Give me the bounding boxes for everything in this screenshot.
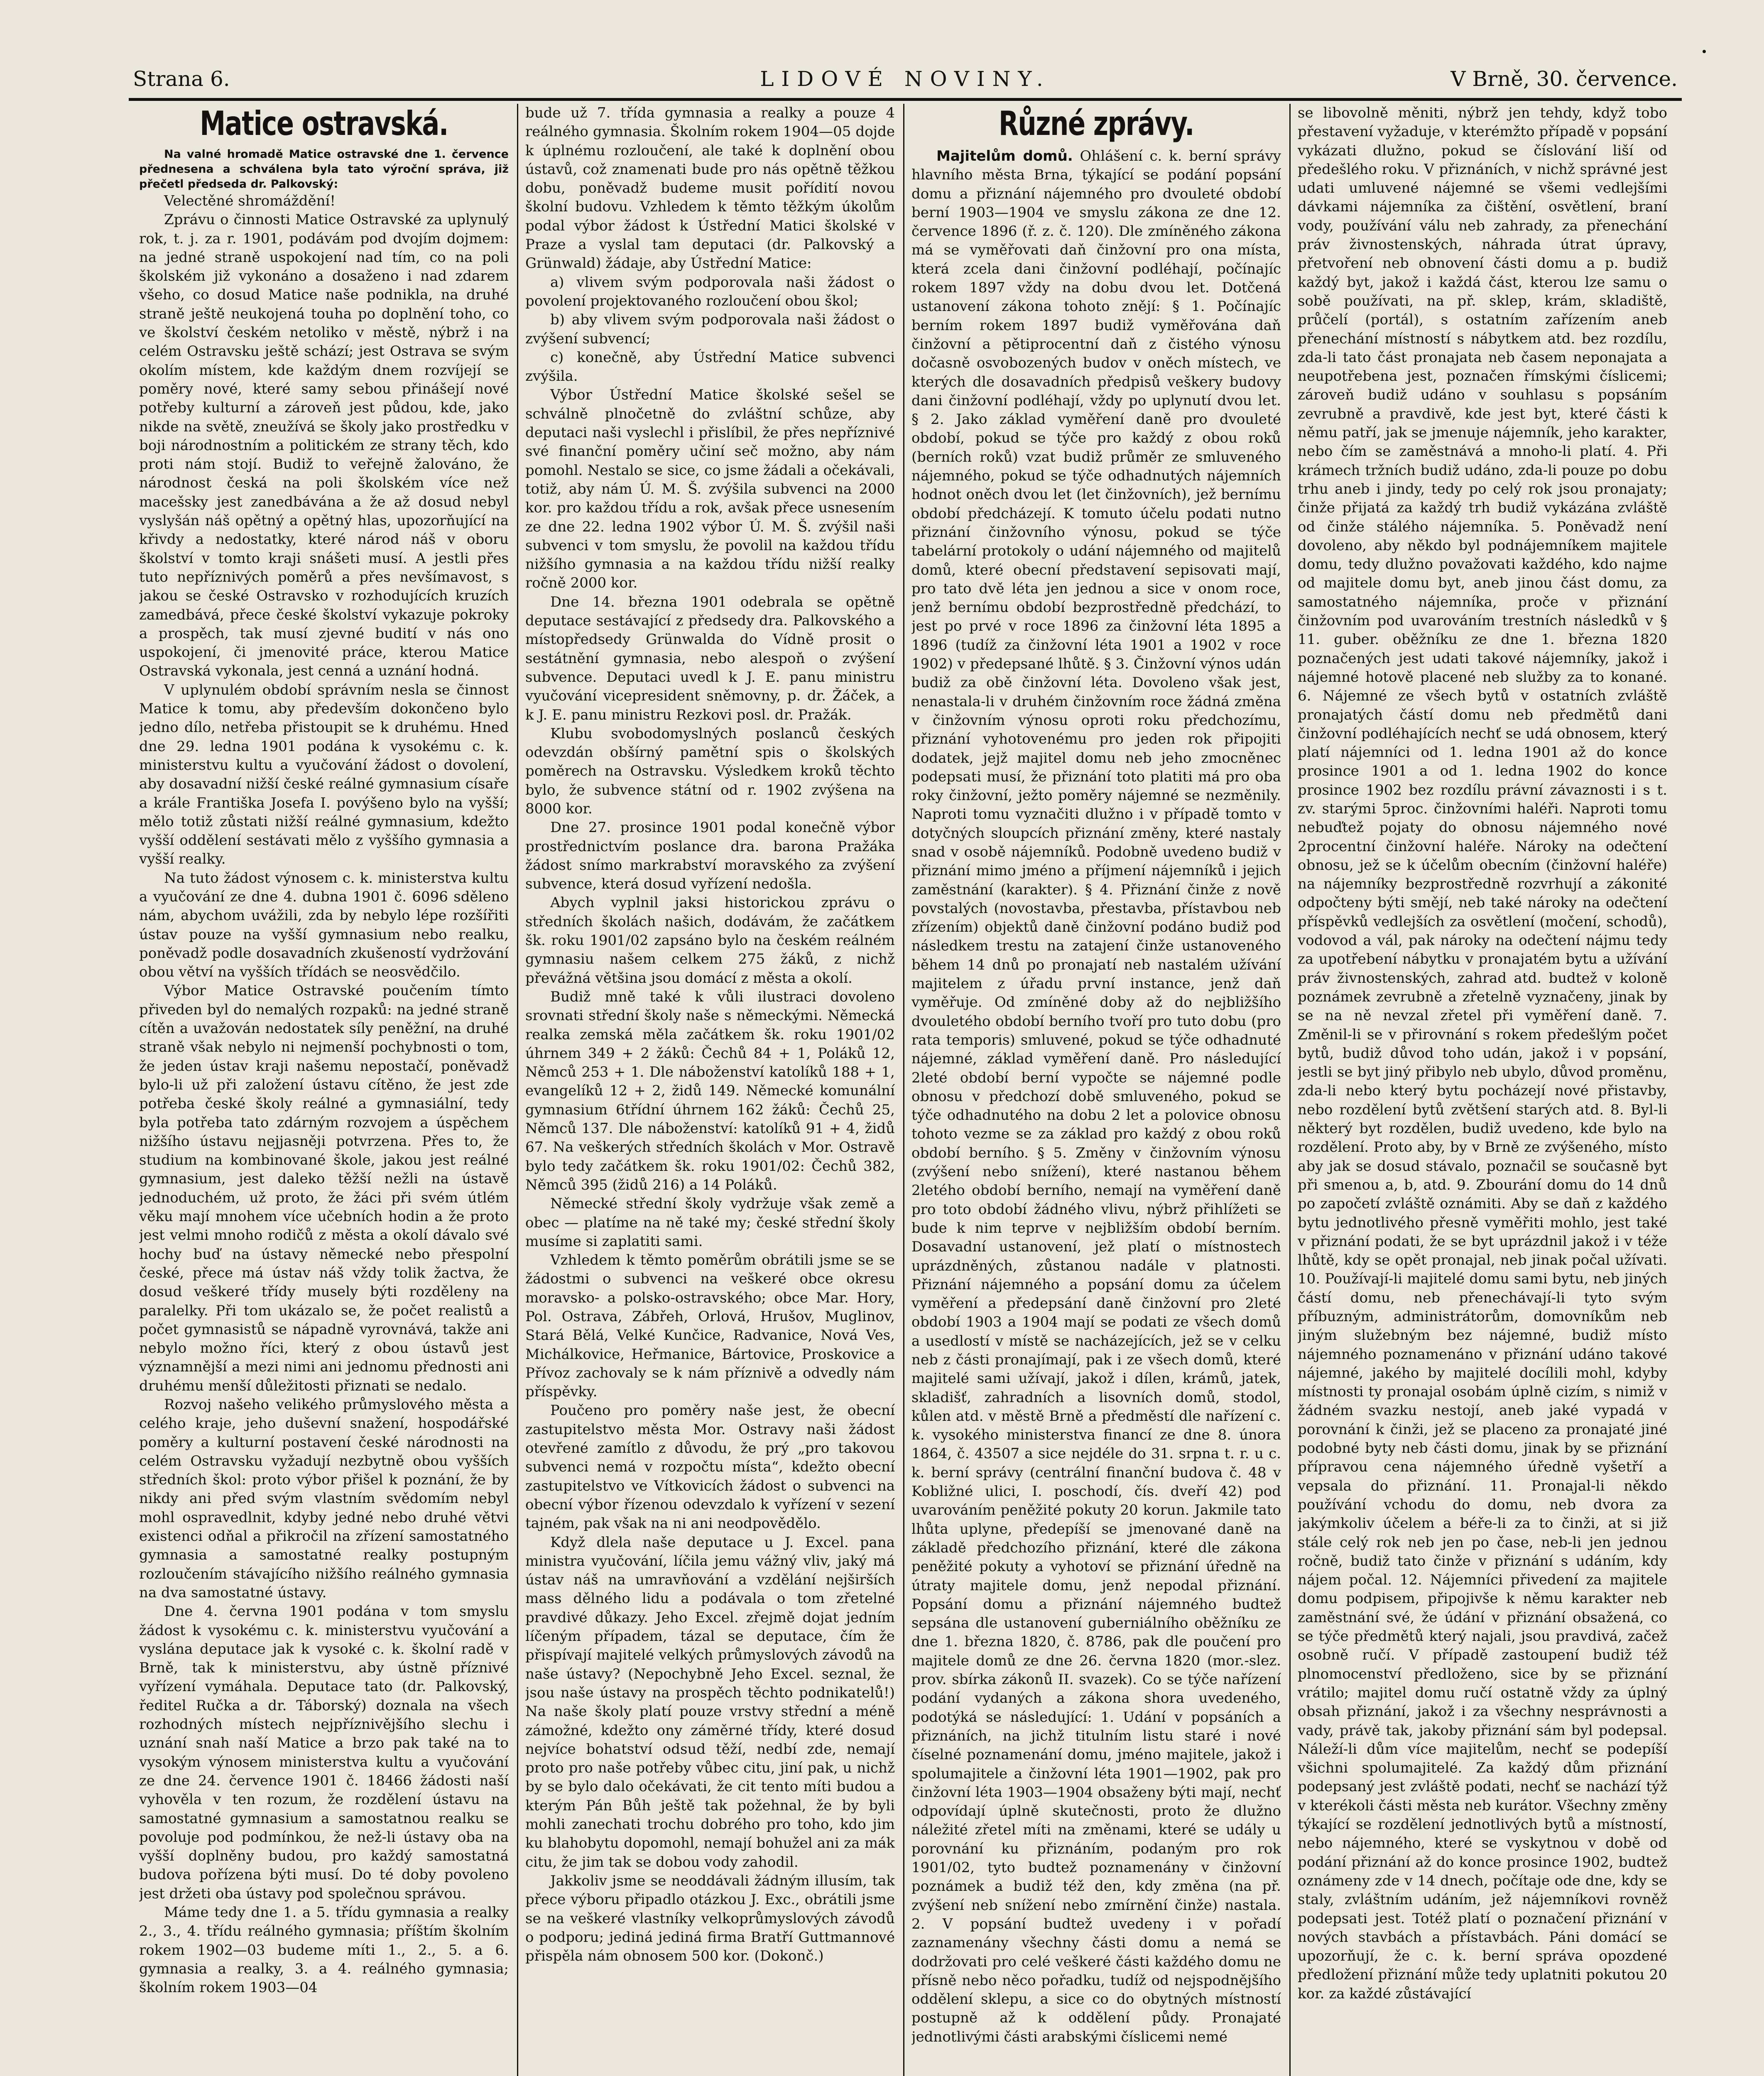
paragraph: Rozvoj našeho velikého průmyslového města a celého kraje, jeho duševní snažení, hospodářské poměry a kulturní postavení české národnosti na celém Ostravsku vyžadují nezbytně obou vyšších středních škol: proto výbor přišel k poznání, že by nikdy ani před svým vlastním svědomím nebyl mohl ospravedlnit, kdyby jedné nebo druhé větvi existenci odňal a přikročil na zřízení samostatného gymnasia a samostatné realky postupným rozloučením stávajícího nižšího reálného gymnasia na dva samostatné ústavy. — [139, 1396, 509, 1601]
column-divider — [1289, 104, 1291, 2076]
paragraph: se libovolně měniti, nýbrž jen tehdy, když tobo přestavení vyžaduje, v kterémžto případě v popsání vykázati dlužno, pokud se číslování liší od předešlého roku. V přiznáních, v nichž správné jest udati umluvené nájemné se všemi vedlejšími dávkami nájemníka za čištění, osvětlení, braní vody, používání válu neb zahrady, za přenechání práv živnostenských, náhrada útrat úpravy, přetvoření neb obnovení části domu a p. budiž každý byt, jakož i každá část, kterou lze samu o sobě používati, na př. sklep, krám, skladiště, průčelí (portál), s ostatním zařízením aneb přenechání místností s nábytkem atd. bez rozdílu, zda-li tato část pronajata neb časem neponajata a neupotřebena jest, poznačen římskými číslicemi; zároveň budiž udáno v souhlasu s popsáním zevrubně a pravdivě, kde jest byt, které části k němu patří, jak se jmenuje nájemník, jeho karakter, nebo čím se zaměstnává a mnoho-li platí. 4. Při krámech tržních budiž udáno, zda-li pouze po dobu trhu aneb i jindy, tedy po celý rok jsou pronajaty; činže přijatá za každý trh budiž vykázána zvláště od činže stálého nájemníka. 5. Poněvadž není dovoleno, aby někdo byl podnájemníkem majitele domu, tedy dlužno považovati každého, kdo najme od majitele domu byt, aneb jinou část domu, za samostatného nájemníka, proče v přiznání činžovním pod uvarováním trestních následků v § 11. guber. oběžníku ze dne 1. března 1820 poznačených jest udati takové nájemníky, jakož i nájemné hotově placené neb služby za to konané. 6. Nájemné ze všech bytů v ostatních zvláště pronajatých částí domu neb předmětů dani činžovní podléhajících nechť se udá obnosem, který platí nájemníci od 1. ledna 1901 až do konce prosince 1901 a od 1. ledna 1902 do konce prosince 1902 bez rozdílu právní závaznosti i s t. zv. starými 5proc. činžovními haléři. Naproti tomu nebuďtež pojaty do obnosu nájemného nové 2procentní činžovní haléře. Nároky na odečtení obnosu, jež se k účelům obecním (činžovní haléře) na nájemníky bezprostředně rozvrhují a zákonité odpočteny býti smějí, neb také nároky na odečtení příspěvků vedlejších za osvětlení (močení, schodů), vodovod a vál, pak nároky na odečtení nájmu tedy za upotřebení nábytku v pronajatém bytu a užívání práv živnostenských, zahrad atd. budtež v koloně poznámek zevrubně a zřetelně vyznačeny, jinak by se na ně nevzal zřetel při vyměření daně. 7. Změnil-li se v přirovnání s rokem předešlým počet bytů, budiž důvod toho udán, jakož i v popsání, jestli se byt jiný přibylo neb ubylo, důvod proměnu, zda-li nebo který bytu pocházejí nové přistavby, nebo rozdělení bytů zvětšení starých atd. 8. Byl-li některý byt rozdělen, budiž uvedeno, kde bylo na rozdělení. Proto aby, by v Brně ze zvýšeného, místo aby jak se dosud stávalo, poznačil se současně byt při smenou a, b, atd. 9. Zbourání domu do 14 dnů po započetí zvláště oznámiti. Aby se daň z každého bytu jednotlivého přesně vyměřiti mohlo, jest také v přiznání podati, že se byt uprázdnil jakož i v téže lhůtě, kdy se opět pronajal, neb jinak počal užívati. 10. Používají-li majitelé domu sami bytu, neb jiných částí domu, neb přenechávají-li tyto svým příbuzným, administrátorům, domovníkům neb jiným služebným bez nájemné, budiž místo nájemného poznamenáno v přiznání udáno takové nájemné, jakého by majitelé docílili mohl, kdyby místnosti ty pronajal osobám úplně cizím, s nimiž v žádném svazku nestojí, aneb jaké vypadá v porovnání k činži, jež se placeno za pronajaté jiné podobné byty neb části domu, jinak by se přiznání přípravou cena nájemného úředně vyšetří a vepsala do přiznání. 11. Pronajal-li někdo používání vchodu do domu, neb dvora za jakýmkoliv účelem a béře-li za to činži, at si již stále celý rok neb jen po čase, neb-li jen jednou ročně, budiž tato činže v přiznání s udáním, kdy nájem počal. 12. Nájemníci přivedení za majitele domu podpisem, připojivše k němu karakter neb zaměstnání své, že údání v přiznání obsažená, co se týče předmětů který najali, jsou pravdivá, začež osobně ručí. V případě zastoupení budiž též plnomocenství předloženo, sice by se přiznání vrátilo; majitel domu ručí ostatně vždy za úplný obsah přiznání, jakož i za všechny nesprávnosti a vady, právě tak, jakoby přiznání sám byl podepsal. Náleží-li dům více majitelům, nechť se podepíší všichni spolumajitelé. Za každý dům přiznání podepsaný jest zvláště podati, nechť se nachází týž v kterékoli části města neb kurátor. Všechny změny týkající se rozdělení jednotlivých bytů a místností, nebo nájemného, které se vyskytnou v době od podání přiznání až do konce prosince 1902, budtež oznámeny zde v 14 dnech, počítaje ode dne, kdy se staly, zvláštním udáním, jež nájemníkovi rovněž podepsati jest. Totéž platí o poznačení přiznání v nových stavbách a přístavbách. Páni domácí se upozorňují, že c. k. berní správa opozdené předložení přiznání může tedy uplatniti pokutou 20 kor. za každé zůstávající — [1298, 105, 1667, 2002]
paragraph: Poučeno pro poměry naše jest, že obecní zastupitelstvo města Mor. Ostravy naši žádost otevřené zamítlo z důvodu, že prý „pro takovou subvenci nemá v rozpočtu místa“, kdežto obecní zastupitelstvo ve Vítkovicích žádost o subvenci na obecní výbor řízenou odevzdalo k vyřízení v sezení tajném, pak však na ni ani neodpovědělo. — [525, 1402, 895, 1532]
paragraph: Dne 4. června 1901 podána v tom smyslu žádost k vysokému c. k. ministerstvu vyučování a vyslána deputace jak k vysoké c. k. školní radě v Brně, tak k ministerstvu, aby ústně příznivé vyřízení vymáhala. Deputace tato (dr. Palkovský, ředitel Ručka a dr. Táborský) doznala na všech rozhodných místech nejpříznivějšího slechu i uznání snah naší Matice a brzo pak také na to vysokým výnosem ministerstva kultu a vyučování ze dne 24. července 1901 č. 18466 žádosti naší vyhověla v ten rozum, že rozdělení ústavu na samostatné gymnasium a samostatnou realku se povoluje pod podmínkou, že než-li ústavy oba na vyšší doplněny budou, pro každý samostatná budova pořízena býti musí. Do té doby povoleno jest držeti oba ústavy pod společnou správou. — [139, 1603, 509, 1902]
issue-date: V Brně, 30. července. — [1450, 67, 1678, 91]
list-item: b) aby vlivem svým podporovala naši žádost o zvýšení subvencí; — [525, 311, 895, 347]
paragraph: Zprávu o činnosti Matice Ostravské za uplynulý rok, t. j. za r. 1901, podávám pod dvojím dojmem: na jedné straně uspokojení nad tím, co na poli školském již vykonáno a dosaženo i nad zdarem všeho, co dosud Matice naše podnikla, na druhé straně ještě neukojená touha po doplnění toho, co ve školství českém netoliko v městě, nýbrž i na celém Ostravsku ještě schází; jest Ostrava se svým okolím místem, kde každým dnem rozvíjejí se poměry nové, které samy sebou přinášejí nové potřeby kulturní a zároveň jest půdou, kde, jako nikde na světě, zneužívá se školy jako prostředku v boji národnostním a politickém ze strany těch, kdo proti nám stojí. Budiž to veřejně žalováno, že národnost česká na poli školském více než macešsky jest zanedbávána a že až dosud nebyl vyslyšán náš opětný a opětný hlas, upozorňující na křivdy a nedostatky, které národ náš v oboru školství v tomto kraji snášeti musí. A jestli přes tuto nepříznivých poměrů a přes nevšímavost, s jakou se české Ostravsko v rozhodujících kruzích zamedbává, přece české školství vykazuje pokroky a prospěch, tak musí zjevné budití v nás ono uspokojení, či jmenovité práce, kterou Matice Ostravská vykonala, jest cenná a uznání hodná. — [139, 211, 509, 680]
paragraph: Na tuto žádost výnosem c. k. ministerstva kultu a vyučování ze dne 4. dubna 1901 č. 6096 sděleno nám, abychom uvážili, zda by nebylo lépe rozšířiti ústav pouze na vyšší gymnasium nebo realku, poněvadž podle dosavadních zkušeností vydržování obou větví na vyšších třídách se neosvědčilo. — [139, 869, 509, 981]
column-divider — [903, 104, 904, 2076]
article-headline-ruzne: Různé zprávy. — [998, 104, 1194, 143]
page-number: Strana 6. — [133, 67, 230, 91]
news-item-text: Ohlášení c. k. berní správy hlavního města Brna, týkající se podání popsání domu a přiznání nájemného pro dvouleté období berní 1903—1904 ve smyslu zákona ze dne 12. července 1896 (ř. z. č. 120). Dle zmíněného zákona má se vyměřovati daň činžovní pro ona místa, která zcela dani činžovní podléhají, počínajíc rokem 1897 vždy na dobu dvou let. Dotčená ustanovení zákona tohoto znějí: § 1. Počínajíc berním rokem 1897 budiž vyměřována daň činžovní a pětiprocentní daň z čistého výnosu dočasně osvobozených budov v oněch místech, ve kterých dle dosavadních předpisů veškery budovy dani činžovní podléhají, vždy po uplynutí dvou let. § 2. Jako základ vyměření daně pro dvouleté období, pokud se týče pro každý z obou roků (berních roků) vzat budiž průměr ze smluveného nájemného, pokud se týče odhadnutých nájemních hodnot oněch dvou let (let činžovních), jež bernímu období předcházejí. K tomuto účelu podati nutno přiznání činžovního výnosu, pokud se týče tabelární protokoly o udání nájemného od majitelů domů, které obecní představení sepisovati mají, pro tato dvě léta jen jednou a sice v onom roce, jenž bernímu období bezprostředně předchází, to jest po prvé v roce 1896 za činžovní léta 1895 a 1896 (tudíž za činžovní léta 1901 a 1902 v roce 1902) v předepsané lhůtě. § 3. Činžovní výnos udán budiž za obě činžovní léta. Dovoleno však jest, nenastala-li v druhém činžovním roce žádná změna v činžovním výnosu oproti roku předchozímu, přiznání vyhotovenému pro jeden rok připojiti dodatek, jejž majitel domu neb jeho zmocněnec podepsati musí, že přiznání toto platiti má pro oba roky činžovní, ježto poměry nájemné se nezměnily. Naproti tomu vyznačiti dlužno i v případě tomto v dotyčných sloupcích přiznání změny, které nastaly snad v osobě nájemníků. Podobně uvedeno budiž v přiznání mimo jméno a příjmení nájemníků i jejich zaměstnání (karakter). § 4. Přiznání činže z nově povstalých (novostavba, přestavba, přístavbou neb zřízením) objektů daně činžovní podáno budiž pod následkem trestu na zatajení činže ustanoveného během 14 dnů po pronajatí neb nastalém užívání majitelem z úřadu první instance, jenž daň vyměřuje. Od zmíněné doby až do nejbližšího dvouletého období berního tvoří pro tuto dobu (pro rata temporis) smluvené, pokud se týče odhadnuté nájemné, základ vyměření daně. Pro následující 2leté období berní vypočte se nájemné podle obnosu v předchozí době smluveného, pokud se týče odhadnutého na dobu 2 let a polovice obnosu tohoto vezme se za základ pro každý z obou roků období berního. § 5. Změny v činžovním výnosu (zvýšení nebo snížení), které nastanou během 2letého období berního, nemají na vyměření daně pro toto období žádného vlivu, nýbrž přihlížeti se bude k nim teprve v nejbližším období berním. Dosavadní ustanovení, jež platí o místnostech uprázdněných, zůstanou nadále v platnosti. Přiznání nájemného a popsání domu za účelem vyměření a předepsání daně činžovní pro 2leté období 1903 a 1904 mají se podati ze všech domů a usedlostí v místě se nacházejících, jež se v celku neb z části pronajímají, pak i ze všech domů, které majitelé sami užívají, jakož i dílen, krámů, jatek, skladišť, zahradních a lisovních domů, stodol, kůlen atd. v městě Brně a předměstí dle nařízení c. k. vysokého ministerstva financí ze dne 8. února 1864, č. 43507 a sice nejdéle do 31. srpna t. r. u c. k. berní správy (centrální finanční budova č. 48 v Kobližné ulici, I. poschodí, čís. dveří 42) pod uvarováním peněžité pokuty 20 korun. Jakmile tato lhůta uplyne, předepíší se jmenované daně na základě předchozího přiznání, které dle zákona peněžité pokuty a vyhotoví se přiznání úředně na útraty majitele domu, jenž nepodal přiznání. Popsání domu a přiznání nájemného budtež sepsána dle ustanovení guberniálního oběžníku ze dne 1. března 1820, č. 8786, pak dle poučení pro majitele domů ze dne 26. června 1820 (mor.-slez. prov. sbírka zákonů II. svazek). Co se týče nařízení podání vydaných a zákona shora uvedeného, podotýká se následující: 1. Udání v popsáních a přiznáních, na jichž titulním listu staré i nové číselné poznamenání domu, jméno majitele, jakož i spolumajitele a činžovní léta 1901—1902, pak pro činžovní léta 1903—1904 obsaženy býti mají, nechť odpovídají úplně skutečnosti, proto že dlužno náležité zřetel míti na změnami, které se udály u porovnání ku přiznáním, podaným pro rok 1901/02, tyto budtež poznamenány v činžovní poznámek a budiž též den, kdy změna (na př. zvýšení neb snížení nebo zmírnění činže) nastala. 2. V popsání budtež uvedeny i v pořadí zaznamenány všechny části domu a nemá se dodržovati pro celé veškeré části každého domu ne přísně nebo něco pořadku, tudíž od nejspodnějšího oddělení sklepu, a sice co do obytných místností postupně až k oddělení půdy. Pronajaté jednotlivými části arabskými číslicemi nemé — [911, 148, 1281, 2045]
paragraph: Máme tedy dne 1. a 5. třídu gymnasia a realky 2., 3., 4. třídu reálného gymnasia; příštím školním rokem 1902—03 budeme míti 1., 2., 5. a 6. gymnasia a realky, 3. a 4. reálného gymnasia; školním rokem 1903—04 — [139, 1904, 509, 1996]
column-2 — [525, 104, 895, 2076]
print-speck — [1703, 50, 1706, 53]
salutation: Velectěné shromáždění! — [164, 193, 336, 209]
list-item: a) vlivem svým podporovala naši žádost o povolení projektovaného rozloučení obou škol; — [525, 274, 895, 309]
column-4 — [1298, 104, 1667, 2076]
news-item-subhead: Majitelům domů. — [936, 148, 1073, 164]
paragraph: Dne 27. prosince 1901 podal konečně výbor prostřednictvím poslance dra. barona Pražáka žádost snímo markrabství moravského za zvýšení subvence, která dosud vyřízení nedošla. — [525, 819, 895, 893]
paragraph — [911, 147, 1281, 2047]
article-lede: Na valné hromadě Matice ostravské dne 1. července přednesena a schválena byla tato výroční správa, již přečetl předseda dr. Palkovský: — [139, 148, 509, 191]
paragraph: Vzhledem k těmto poměrům obrátili jsme se se žádostmi o subvenci na veškeré obce okresu moravsko- a polsko-ostravského; obce Mar. Hory, Pol. Ostrava, Zábřeh, Orlová, Hrušov, Muglinov, Stará Bělá, Velké Kunčice, Radvanice, Nová Ves, Michálkovice, Heřmanice, Bártovice, Proskovice a Přívoz zachovaly se k nám příznivě a odvedly nám příspěvky. — [525, 1252, 895, 1400]
column-divider — [517, 104, 518, 2076]
masthead-rule — [129, 98, 1682, 101]
newspaper-title: LIDOVÉ NOVINY. — [760, 67, 1051, 91]
paragraph: Dne 14. března 1901 odebrala se opětně deputace sestávající z předsedy dra. Palkovského a místopředsedy Grünwalda do Vídně prosit o sestátnění gymnasia, nebo alespoň o zvýšení subvence. Deputaci uvedl k J. E. panu ministru vyučování vicepresident sněmovny, p. dr. Žáček, a k J. E. panu ministru Rezkovi posl. dr. Pražák. — [525, 593, 895, 723]
paragraph: Abych vyplnil jaksi historickou zprávu o středních školách našich, dodávám, že začátkem šk. roku 1901/02 zapsáno bylo na českém reálném gymnasiu našem celkem 275 žáků, z nichž převážná většina jsou domácí z města a okolí. — [525, 894, 895, 987]
list-item: c) konečně, aby Ústřední Matice subvenci zvýšila. — [525, 349, 895, 385]
column-3 — [911, 104, 1281, 2076]
masthead — [133, 62, 1678, 95]
column-1 — [139, 104, 509, 2076]
paragraph: Když dlela naše deputace u J. Excel. pana ministra vyučování, líčila jemu vážný vliv, jaký má ústav náš na umravňování a vzdělání nejširších mass dělného lidu a podávala o tom zřetelné pravdivé důkazy. Jeho Excel. zřejmě dojat jedním líčeným případem, tázal se deputace, čím že přispívají majitelé velkých průmyslových závodů na naše ústavy? (Nepochybně Jeho Excel. seznal, že jsou naše ústavy na prospěch těchto podnikatelů!) Na naše školy platí pouze vrstvy střední a méně zámožné, kdežto ony záměrné třídy, které dosud nejvíce bohatství odsud těží, nedbí zde, nemají proto pro naše potřeby vůbec citu, jiní pak, u nichž by se bylo dalo očekávati, že cit tento míti budou a kterým Pán Bůh ještě tak požehnal, že by byli mohli zanechati trochu dobrého pro toho, kdo jim ku blahobytu dopomohl, nemají bohužel ani za mák citu, že jim tak se dobou vody zahodil. — [525, 1534, 895, 1870]
paragraph: Německé střední školy vydržuje však země a obec — platíme na ně také my; české střední školy musíme si zaplatiti sami. — [525, 1195, 895, 1250]
paragraph: bude už 7. třída gymnasia a realky a pouze 4 reálného gymnasia. Školním rokem 1904—05 dojde k úplnému rozloučení, ale také k doplnění obou ústavů, což znamenati bude pro nás opětně těžkou dobu, poněvadž budeme musit pořídití novou školní budovu. Vzhledem k těmto těžkým úkolům podal výbor žádost k Ústřední Matici školské v Praze a vyslal tam deputaci (dr. Palkovský a Grünwald) žádaje, aby Ústřední Matice: — [525, 105, 895, 272]
paragraph: V uplynulém období správním nesla se činnost Matice k tomu, aby především dokončeno bylo jedno dílo, netřeba přistoupit se k druhému. Hned dne 29. ledna 1901 podána k vysokému c. k. ministerstvu kultu a vyučování žádost o dovolení, aby dosavadní nižší české reálné gymnasium císaře a krále Františka Josefa I. povýšeno bylo na vyšší; mělo totiž zůstati nižší reálné gymnasium, kdežto vyšší oddělení sestávati mělo z vyššího gymnasia a vyšší realky. — [139, 681, 509, 868]
paragraph: Jakkoliv jsme se neoddávali žádným illusím, tak přece výboru připadlo otázkou J. Exc., obrátili jsme se na veškeré vlastníky velkoprůmyslových závodů o podporu; jediná jediná firma Bratří Guttmannové přispěla nám obnosem 500 kor. (Dokonč.) — [525, 1872, 895, 1965]
paragraph: Výbor Ústřední Matice školské sešel se schválně plnočetně do zvláštní schůze, aby deputaci naši vyslechl i přislíbil, že přes nepříznivé své finanční poměry učiní seč možno, aby nám pomohl. Nestalo se sice, co jsme žádali a očekávali, totiž, aby nám Ú. M. Š. zvýšila subvenci na 2000 kor. pro každou třídu a rok, avšak přece usnesením ze dne 22. ledna 1902 výbor Ú. M. Š. zvýšil naši subvenci v tom smyslu, že povolil na každou třídu nižšího gymnasia a na každou třídu nižší realky ročně 2000 kor. — [525, 387, 895, 592]
paragraph: Budiž mně také k vůli ilustraci dovoleno srovnati střední školy naše s německými. Německá realka zemská měla začátkem šk. roku 1901/02 úhrnem 349 + 2 žáků: Čechů 84 + 1, Poláků 12, Němců 253 + 1. Dle náboženství katolíků 188 + 1, evangelíků 12 + 2, židů 149. Německé komunální gymnasium 6třídní úhrnem 162 žáků: Čechů 25, Němců 137. Dle náboženství: katolíků 91 + 4, židů 67. Na veškerých středních školách v Mor. Ostravě bylo tedy začátkem šk. roku 1901/02: Čechů 382, Němců 395 (židů 216) a 14 Poláků. — [525, 988, 895, 1193]
article-headline-matice: Matice ostravská. — [200, 104, 448, 143]
paragraph: Výbor Matice Ostravské poučením tímto přiveden byl do nemalých rozpaků: na jedné straně cítěn a uvažován nedostatek síly peněžní, na druhé straně však nebylo ni nejmenší pochybnosti o tom, že jeden ústav kraji našemu nepostačí, poněvadž bylo-li už při založení ústavu cítěno, že jest zde potřeba české školy reálné a gymnasiální, tedy byla potřeba tato zdárným rozvojem a úspěchem nižšího ústavu nejjasněji potvrzena. Přes to, že studium na kombinované škole, jakou jest reálné gymnasium, jest daleko těžší nežli na ústavě jednoduchém, už proto, že žáci při svém útlém věku mají mnohem více učebních hodin a že proto jest velmi mnoho rodičů z města a okolí dávalo své hochy buď na ústavy německé nebo přespolní české, přece má ústav náš vždy tolik žactva, že dosud veškeré třídy musely býti rozděleny na paralelky. Při tom ukázalo se, že počet realistů a počet gymnasistů se nápadně vyrovnává, takže ani nebylo možno říci, který z obou ústavů jest významnější a mezi nimi ani jednomu přednosti ani druhému menší důležitosti přiznati se nedalo. — [139, 982, 509, 1394]
paragraph: Klubu svobodomyslných poslanců českých odevzdán obšírný pamětní spis o školských poměrech na Ostravsku. Výsledkem kroků těchto bylo, že subvence státní od r. 1902 zvýšena na 8000 kor. — [525, 725, 895, 817]
